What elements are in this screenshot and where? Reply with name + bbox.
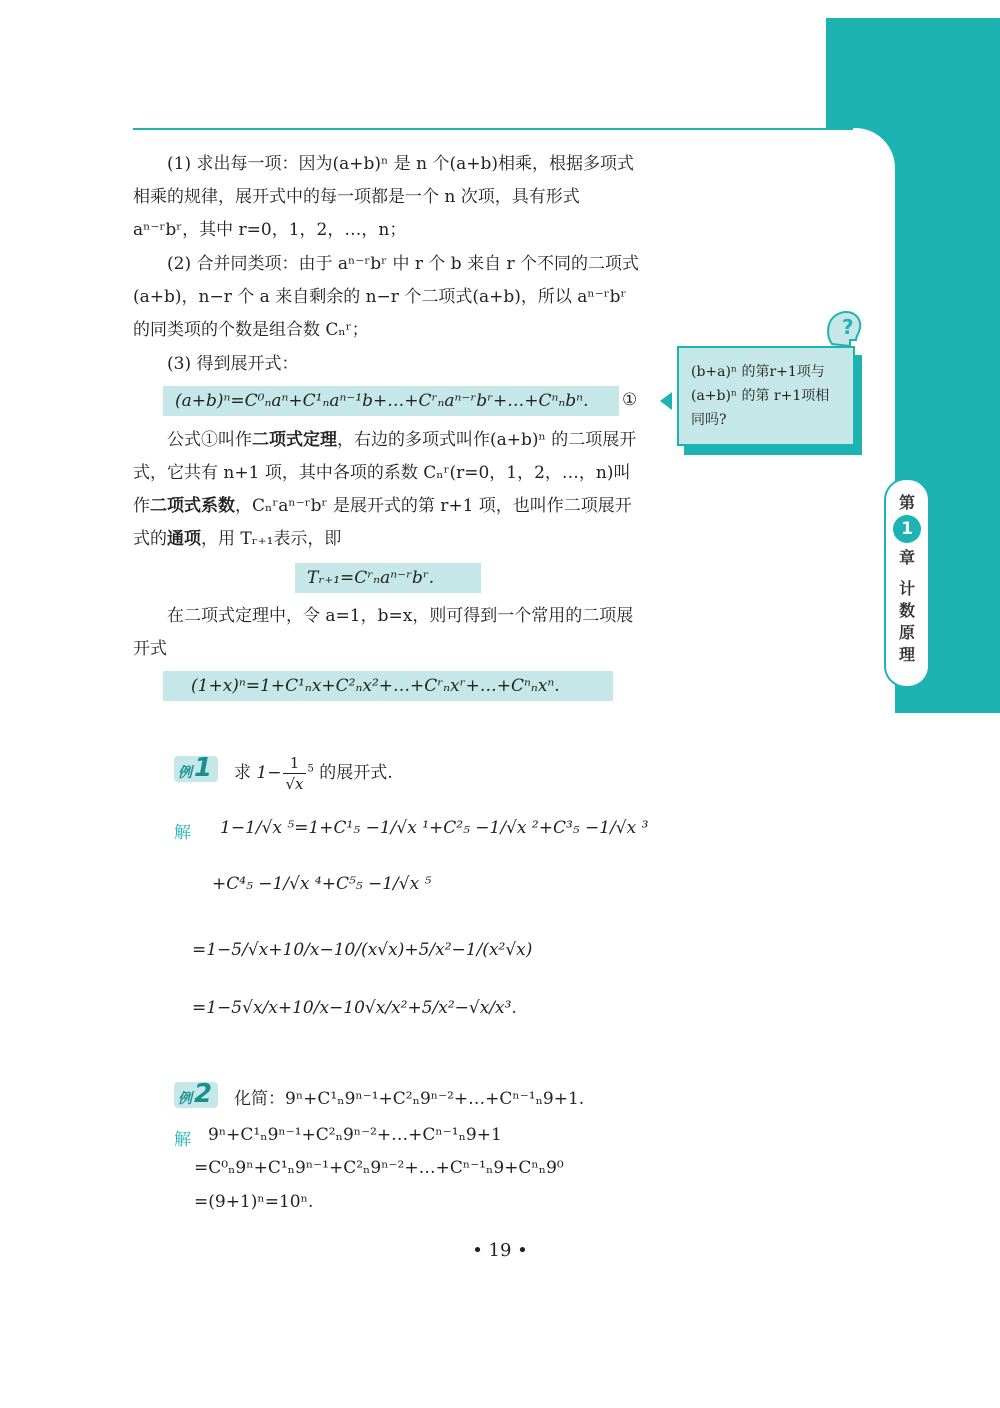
general-term-formula [295, 563, 481, 593]
example-2-question: 化简：9ⁿ+C¹ₙ9ⁿ⁻¹+C²ₙ9ⁿ⁻²+…+Cⁿ⁻¹ₙ9+1. [234, 1089, 585, 1109]
paragraph-3 [133, 348, 645, 381]
example-1-line-2: +C⁴₅ −1/√x ⁴+C⁵₅ −1/√x ⁵ [212, 874, 432, 894]
paragraph-1 [133, 148, 645, 247]
note-pointer-arrow [660, 392, 672, 410]
example-1-line-4: =1−5√x/x+10/x−10√x/x²+5/x²−√x/x³. [192, 998, 517, 1018]
example-2-line-2: =C⁰ₙ9ⁿ+C¹ₙ9ⁿ⁻¹+C²ₙ9ⁿ⁻²+…+Cⁿ⁻¹ₙ9+Cⁿₙ9⁰ [194, 1158, 564, 1178]
side-note [677, 346, 855, 446]
example-2-char: 例 [178, 1091, 192, 1107]
svg-text:?: ? [842, 315, 854, 339]
ex1-q-pre: 求 [234, 763, 251, 783]
question-head-icon [822, 306, 866, 350]
paragraph-5 [133, 600, 645, 666]
p4-mid2: ，Cₙʳaⁿ⁻ʳbʳ 是展开式的第 r+1 项，也叫作二项展开式的 [133, 496, 632, 549]
top-rule [133, 128, 853, 130]
ex1-q-frac [283, 753, 305, 794]
chapter-tab[interactable] [884, 478, 930, 688]
paragraph-4 [133, 424, 645, 556]
chapter-suffix: 章 [898, 548, 915, 567]
example-2-badge [174, 1079, 218, 1109]
term-binomial-theorem: 二项式定理 [252, 430, 337, 450]
chapter-title: 计数原理 [898, 579, 915, 664]
ex1-q-frac-den: √x [285, 775, 304, 793]
paragraph-5-text: 在二项式定理中，令 a=1，b=x，则可得到一个常用的二项展开式 [133, 606, 634, 659]
example-1-solution-label: 解 [174, 823, 191, 843]
term-binomial-coefficient: 二项式系数 [150, 496, 235, 516]
binomial-theorem-formula [163, 386, 619, 416]
p4-mid1: ，右边的多项式叫作(a+b)ⁿ 的二项展开式，它共有 n+1 项，其中各项的系数 Cₙʳ(r=0，1，2，…，n)叫作 [133, 430, 637, 516]
paragraph-2 [133, 248, 645, 347]
example-1-line-1: 1−1/√x ⁵=1+C¹₅ −1/√x ¹+C²₅ −1/√x ²+C³₅ −1/√x ³ [220, 818, 649, 838]
example-1-char: 例 [178, 765, 192, 781]
paragraph-2-text: (2) 合并同类项：由于 aⁿ⁻ʳbʳ 中 r 个 b 来自 r 个不同的二项式(a+b)，n−r 个 a 来自剩余的 n−r 个二项式(a+b)，所以 aⁿ⁻ʳbʳ 的同类项的个数是组合数 Cₙʳ； [133, 254, 639, 340]
paragraph-4-text [133, 424, 645, 556]
ex1-q-frac-num: 1 [283, 753, 305, 774]
formula-2-text: Tᵣ₊₁=Cʳₙaⁿ⁻ʳbʳ. [307, 568, 435, 588]
common-expansion-formula [163, 671, 613, 701]
page-number: • 19 • [472, 1240, 528, 1261]
formula-1-tag: ① [622, 390, 638, 410]
formula-3-text: (1+x)ⁿ=1+C¹ₙx+C²ₙx²+…+Cʳₙxʳ+…+Cⁿₙxⁿ. [191, 676, 560, 696]
formula-1-text: (a+b)ⁿ=C⁰ₙaⁿ+C¹ₙaⁿ⁻¹b+…+Cʳₙaⁿ⁻ʳbʳ+…+Cⁿₙbⁿ. [175, 391, 589, 411]
example-1-num: 1 [194, 753, 213, 783]
side-note-text: (b+a)ⁿ 的第r+1项与(a+b)ⁿ 的第 r+1项相同吗? [691, 364, 830, 428]
p4-pre: 公式①叫作 [167, 430, 252, 450]
example-2-line-1: 9ⁿ+C¹ₙ9ⁿ⁻¹+C²ₙ9ⁿ⁻²+…+Cⁿ⁻¹ₙ9+1 [208, 1125, 502, 1145]
ex1-q-exp: 5 [307, 763, 314, 775]
term-general-term: 通项 [167, 529, 201, 549]
ex1-q-post: 的展开式. [319, 763, 393, 783]
ex1-q-expr: 1− [256, 763, 282, 783]
example-1-question [234, 753, 393, 794]
example-1-badge [174, 753, 218, 783]
example-1-line-3: =1−5/√x+10/x−10/(x√x)+5/x²−1/(x²√x) [192, 940, 533, 960]
chapter-number: 1 [893, 515, 921, 543]
example-2-line-3: =(9+1)ⁿ=10ⁿ. [194, 1192, 314, 1212]
paragraph-1-text: (1) 求出每一项：因为(a+b)ⁿ 是 n 个(a+b)相乘，根据多项式相乘的规律，展开式中的每一项都是一个 n 次项，具有形式 aⁿ⁻ʳbʳ，其中 r=0，1，2，…，n； [133, 154, 635, 240]
example-2-solution-label: 解 [174, 1130, 191, 1150]
example-2-num: 2 [194, 1079, 213, 1109]
p4-post: ，用 Tᵣ₊₁表示，即 [201, 529, 342, 549]
paragraph-3-text: (3) 得到展开式： [167, 354, 299, 374]
chapter-prefix: 第 [898, 493, 915, 512]
